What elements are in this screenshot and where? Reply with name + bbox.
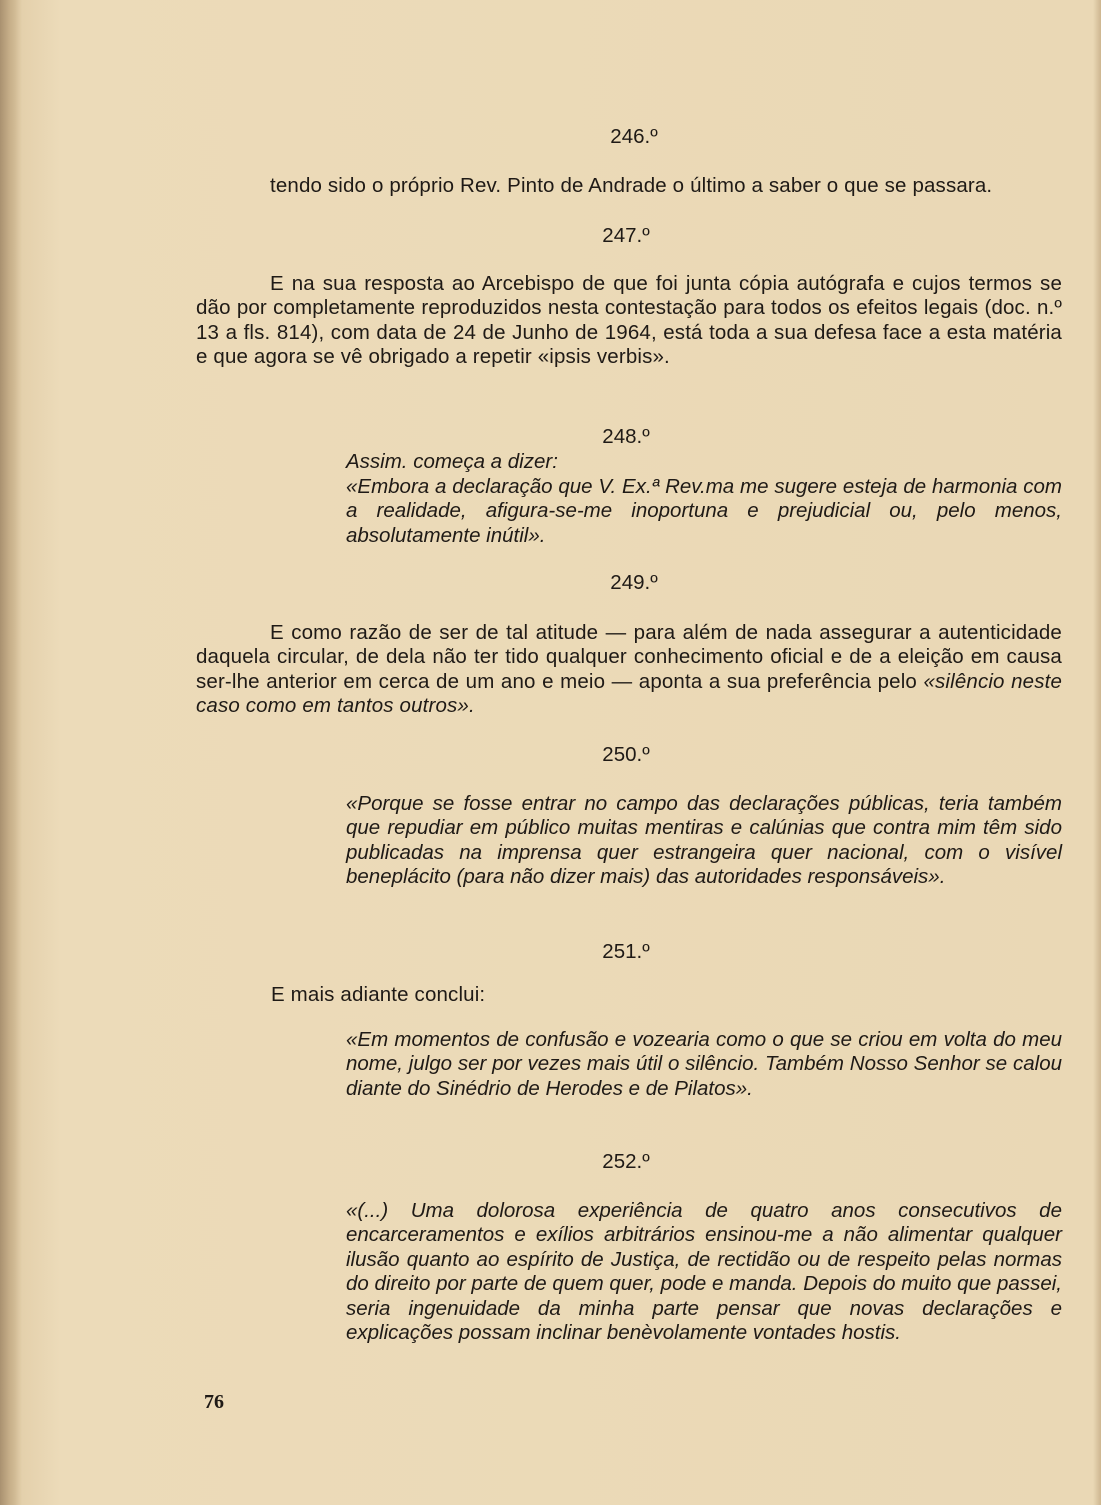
article-number-248: 248.º <box>602 425 650 448</box>
article-252-quote: «(...) Uma dolorosa experiência de quatro anos consecutivos de encarceramentos e exílios arbitrários ensinou-me a não alimentar qualquer ilusão quanto ao espírito de Justiça, de rectidão ou de respeito pelas normas do direito por parte de quem quer, pode e manda. Depois do muito que passei, seria ingenuidade da minha parte pensar que novas declarações e explicações possam inclinar benèvolamente vontades hostis. <box>346 1199 1062 1345</box>
page-spine-shadow <box>0 0 22 1505</box>
article-number-247: 247.º <box>602 224 650 247</box>
article-247-paragraph: E na sua resposta ao Arcebispo de que foi junta cópia autógrafa e cujos termos se dão por completamente reproduzidos nesta contestação para todos os efeitos legais (doc. n.º 13 a fls. 814), com data de 24 de Junho de 1964, está toda a sua defesa face a esta matéria e que agora se vê obrigado a repetir «ipsis verbis». <box>196 272 1062 369</box>
page-edge-shadow <box>1093 0 1101 1505</box>
article-248-quote: «Embora a declaração que V. Ex.ª Rev.ma me sugere esteja de harmonia com a realidade, afigura-se-me inoportuna e prejudicial ou, pelo menos, absolutamente inútil». <box>346 475 1062 547</box>
article-251-intro: E mais adiante conclui: <box>271 983 486 1006</box>
article-number-252: 252.º <box>602 1150 650 1173</box>
article-249-quoted-phrase: «silêncio neste caso como em tantos outros». <box>196 669 1062 718</box>
article-248-intro: Assim. começa a dizer: <box>346 450 558 473</box>
article-251-quote: «Em momentos de confusão e vozearia como o que se criou em volta do meu nome, julgo ser por vezes mais útil o silêncio. Também Nosso Senhor se calou diante do Sinédrio de Herodes e de Pilatos». <box>346 1028 1062 1100</box>
article-number-246: 246.º <box>610 125 658 148</box>
article-number-251: 251.º <box>602 940 650 963</box>
article-249-text: E como razão de ser de tal atitude — para além de nada assegurar a autenticidade daquela circular, de dela não ter tido qualquer conhecimento oficial e de a eleição em causa ser-lhe anterior em cerca de um ano e meio — aponta a sua preferência pelo <box>196 621 1062 693</box>
article-number-249: 249.º <box>610 571 658 594</box>
article-number-250: 250.º <box>602 743 650 766</box>
article-246-paragraph: tendo sido o próprio Rev. Pinto de Andrade o último a saber o que se passara. <box>270 174 993 197</box>
article-249-paragraph <box>196 621 1062 719</box>
article-250-quote: «Porque se fosse entrar no campo das declarações públicas, teria também que repudiar em público muitas mentiras e calúnias que contra mim têm sido publicadas na imprensa quer estrangeira quer nacional, com o visível beneplácito (para não dizer mais) das autoridades responsáveis». <box>346 792 1062 889</box>
page-number: 76 <box>204 1391 224 1413</box>
